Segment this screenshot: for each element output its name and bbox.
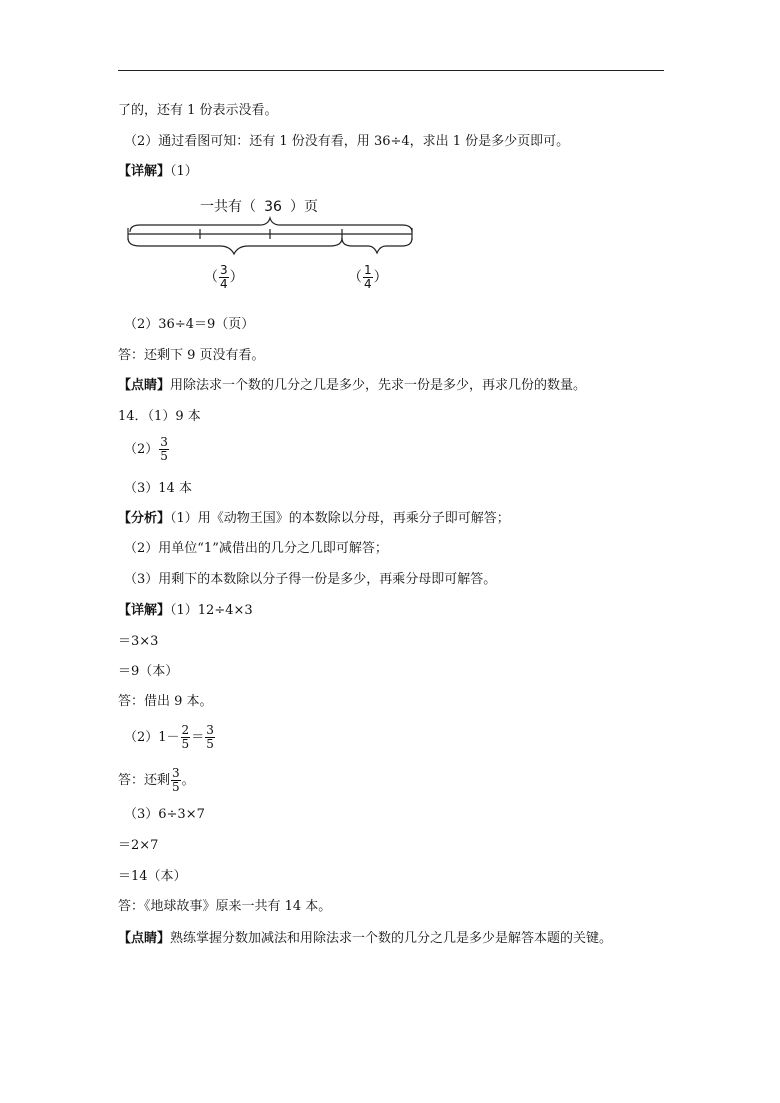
text-line: ＝2×7: [118, 838, 159, 853]
segment-diagram: [120, 192, 420, 302]
section-tag: 【点睛】: [118, 931, 171, 946]
text-line: 答：借出 9 本。: [118, 694, 213, 709]
text-line: （3）用剩下的本数除以分子得一份是多少，再乘分母即可解答。: [124, 572, 497, 587]
section-tag: 【点睛】: [118, 378, 171, 393]
text-line: （2）用单位“1”减借出的几分之几即可解答；: [124, 541, 388, 556]
fraction-label-right: （ $\frac{1}{4}$ ）: [348, 263, 388, 291]
text-line: 了的，还有 1 份表示没看。: [118, 103, 278, 118]
diagram-title: 一共有（ 36 ）页: [200, 199, 318, 215]
section-tag: 【详解】: [118, 603, 171, 618]
comment-line: 【点睛】熟练掌握分数加减法和用除法求一个数的几分之几是多少是解答本题的关键。: [118, 931, 613, 946]
text-line: （3）6÷3×7: [124, 807, 205, 822]
header-rule: [118, 70, 664, 71]
text-line: ＝14（本）: [118, 869, 187, 884]
question-number-line: 14．（1）9 本: [118, 409, 201, 424]
detail-heading: 【详解】（1）: [118, 164, 198, 179]
analysis-line: 【分析】（1）用《动物王国》的本数除以分母，再乘分子即可解答；: [118, 511, 510, 526]
detail-heading: 【详解】（1）12÷4×3: [118, 603, 253, 618]
equation-line: （2）1－ $\frac{2}{5}$ ＝ $\frac{3}{5}$: [124, 723, 214, 751]
text-line: （2）通过看图可知：还有 1 份没有看，用 36÷4，求出 1 份是多少页即可。: [124, 134, 570, 149]
answer-fraction-line: 答：还剩 $\frac{3}{5}$ 。: [118, 766, 195, 794]
text-line: （3）14 本: [124, 481, 192, 496]
comment-line: 【点睛】用除法求一个数的几分之几是多少，先求一份是多少，再求几份的数量。: [118, 378, 587, 393]
section-tag: 【详解】: [118, 164, 171, 179]
text-line: ＝9（本）: [118, 664, 179, 679]
text-line: ＝3×3: [118, 634, 159, 649]
text-line: （2）36÷4＝9（页）: [124, 317, 255, 332]
answer-fraction-line: （2） $\frac{3}{5}$: [124, 435, 168, 463]
text-line: 答：《地球故事》原来一共有 14 本。: [118, 899, 332, 914]
text-line: 答：还剩下 9 页没有看。: [118, 348, 265, 363]
fraction-label-left: （ $\frac{3}{4}$ ）: [204, 263, 244, 291]
section-tag: 【分析】: [118, 511, 171, 526]
